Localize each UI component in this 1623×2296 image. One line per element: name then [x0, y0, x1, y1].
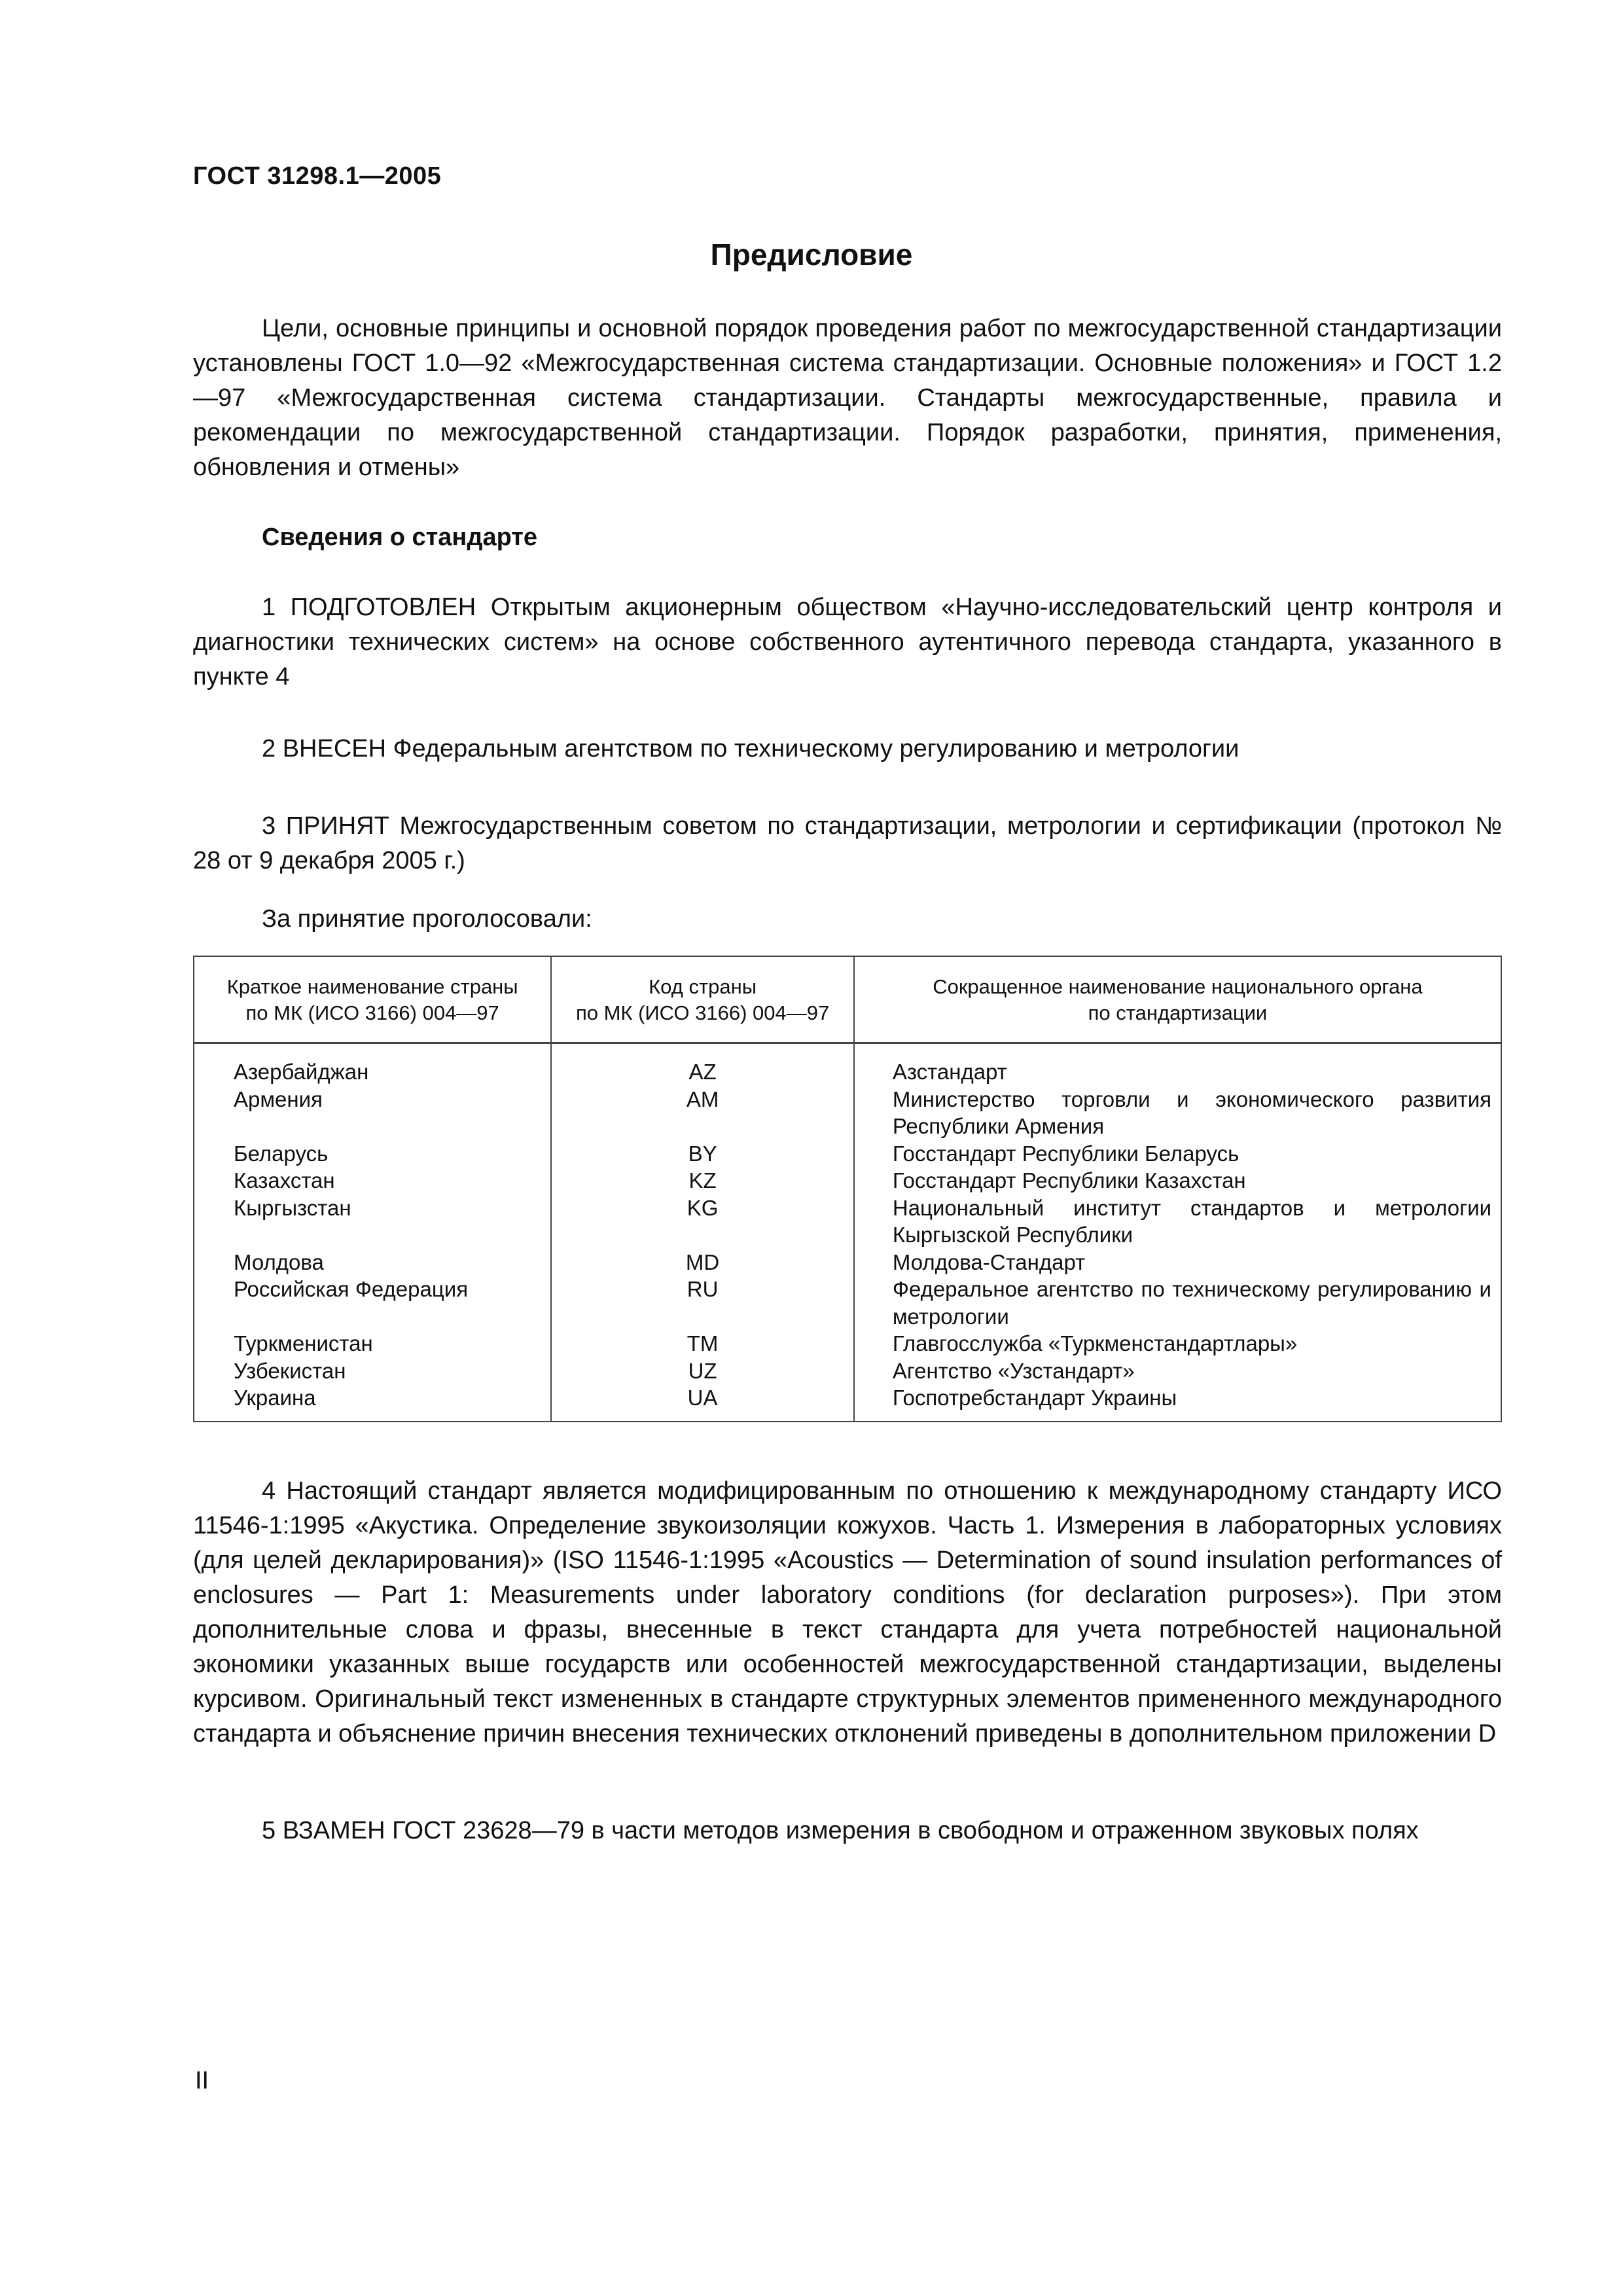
document-code-header: ГОСТ 31298.1—2005	[193, 162, 442, 190]
table-row	[194, 1194, 1501, 1249]
country-code: TM	[551, 1330, 854, 1357]
standards-body: Главгосслужба «Туркменстандартлары»	[854, 1330, 1501, 1357]
country-name: Туркменистан	[194, 1330, 551, 1357]
country-code: KZ	[551, 1167, 854, 1194]
table-row	[194, 1330, 1501, 1357]
country-name: Беларусь	[194, 1140, 551, 1168]
column-header-body-line2: по стандартизации	[1088, 1001, 1268, 1024]
standards-body: Министерство торговли и экономического развития Республики Армения	[854, 1086, 1501, 1140]
column-header-body	[854, 956, 1501, 1043]
country-code: BY	[551, 1140, 854, 1168]
item-3-paragraph: 3 ПРИНЯТ Межгосударственным советом по стандартизации, метрологии и сертификации (протокол № 28 от 9 декабря 2005 г.)	[193, 812, 1502, 874]
country-name: Украина	[194, 1384, 551, 1422]
page-number: II	[195, 2067, 209, 2094]
country-name: Армения	[194, 1086, 551, 1140]
country-code: KG	[551, 1194, 854, 1249]
item-4-paragraph: 4 Настоящий стандарт является модифицированным по отношению к международному стандарту ИСО 11546-1:1995 «Акустика. Определение звукоизоляции кожухов. Часть 1. Измерения в лабораторных условиях (для целей декларирования)» (ISO 11546-1:1995 «Acoustics — Determination of sound insulation performances of enclosures — Part 1: Measurements under laboratory conditions (for declaration purposes»). При этом дополнительные слова и фразы, внесенные в текст стандарта для учета потребностей национальной экономики указанных выше государств или особенностей межгосударственной стандартизации, выделены курсивом. Оригинальный текст измененных в стандарте структурных элементов примененного международного стандарта и объяснение причин внесения технических отклонений приведены в дополнительном приложении D	[193, 1477, 1502, 1748]
table-row	[194, 1276, 1501, 1330]
column-header-code-line2: по МК (ИСО 3166) 004—97	[575, 1001, 830, 1024]
standards-body: Госпотребстандарт Украины	[854, 1384, 1501, 1422]
standards-body: Агентство «Узстандарт»	[854, 1357, 1501, 1385]
item-2-paragraph: 2 ВНЕСЕН Федеральным агентством по техническому регулированию и метрологии	[262, 735, 1240, 762]
section-heading: Сведения о стандарте	[262, 524, 538, 551]
table-row	[194, 1140, 1501, 1168]
standards-body: Федеральное агентство по техническому регулированию и метрологии	[854, 1276, 1501, 1330]
table-row	[194, 1249, 1501, 1276]
standards-body: Национальный институт стандартов и метрологии Кыргызской Республики	[854, 1194, 1501, 1249]
table-spacer-row	[194, 1043, 1501, 1059]
country-code: UZ	[551, 1357, 854, 1385]
table-row	[194, 1384, 1501, 1422]
standards-body: Азстандарт	[854, 1058, 1501, 1086]
table-row	[194, 1357, 1501, 1385]
country-code: MD	[551, 1249, 854, 1276]
item-5-paragraph: 5 ВЗАМЕН ГОСТ 23628—79 в части методов измерения в свободном и отраженном звуковых полях	[262, 1817, 1419, 1844]
column-header-body-line1: Сокращенное наименование национального органа	[933, 975, 1423, 998]
country-name: Азербайджан	[194, 1058, 551, 1086]
country-name: Узбекистан	[194, 1357, 551, 1385]
country-name: Казахстан	[194, 1167, 551, 1194]
country-name: Российская Федерация	[194, 1276, 551, 1330]
column-header-country	[194, 956, 551, 1043]
item-1-paragraph: 1 ПОДГОТОВЛЕН Открытым акционерным обществом «Научно-исследовательский центр контроля и диагностики технических систем» на основе собственного аутентичного перевода стандарта, указанного в пункте 4	[193, 594, 1502, 691]
table-header-row	[194, 956, 1501, 1043]
country-name: Молдова	[194, 1249, 551, 1276]
column-header-country-line2: по МК (ИСО 3166) 004—97	[245, 1001, 499, 1024]
table-row	[194, 1058, 1501, 1086]
page-title: Предисловие	[710, 238, 913, 272]
column-header-country-line1: Краткое наименование страны	[226, 975, 518, 998]
country-code: RU	[551, 1276, 854, 1330]
table-row	[194, 1086, 1501, 1140]
standards-body: Молдова-Стандарт	[854, 1249, 1501, 1276]
voted-label: За принятие проголосовали:	[262, 905, 592, 933]
country-code: UA	[551, 1384, 854, 1422]
column-header-code	[551, 956, 854, 1043]
standards-body: Госстандарт Республики Казахстан	[854, 1167, 1501, 1194]
standards-body: Госстандарт Республики Беларусь	[854, 1140, 1501, 1168]
table-row	[194, 1167, 1501, 1194]
country-code: AM	[551, 1086, 854, 1140]
column-header-code-line1: Код страны	[649, 975, 757, 998]
country-code: AZ	[551, 1058, 854, 1086]
voting-countries-table	[193, 956, 1502, 1422]
intro-paragraph: Цели, основные принципы и основной порядок проведения работ по межгосударственной стандартизации установлены ГОСТ 1.0—92 «Межгосударственная система стандартизации. Основные положения» и ГОСТ 1.2—97 «Межгосударственная система стандартизации. Стандарты межгосударственные, правила и рекомендации по межгосударственной стандартизации. Порядок разработки, принятия, применения, обновления и отмены»	[193, 315, 1502, 481]
country-name: Кыргызстан	[194, 1194, 551, 1249]
